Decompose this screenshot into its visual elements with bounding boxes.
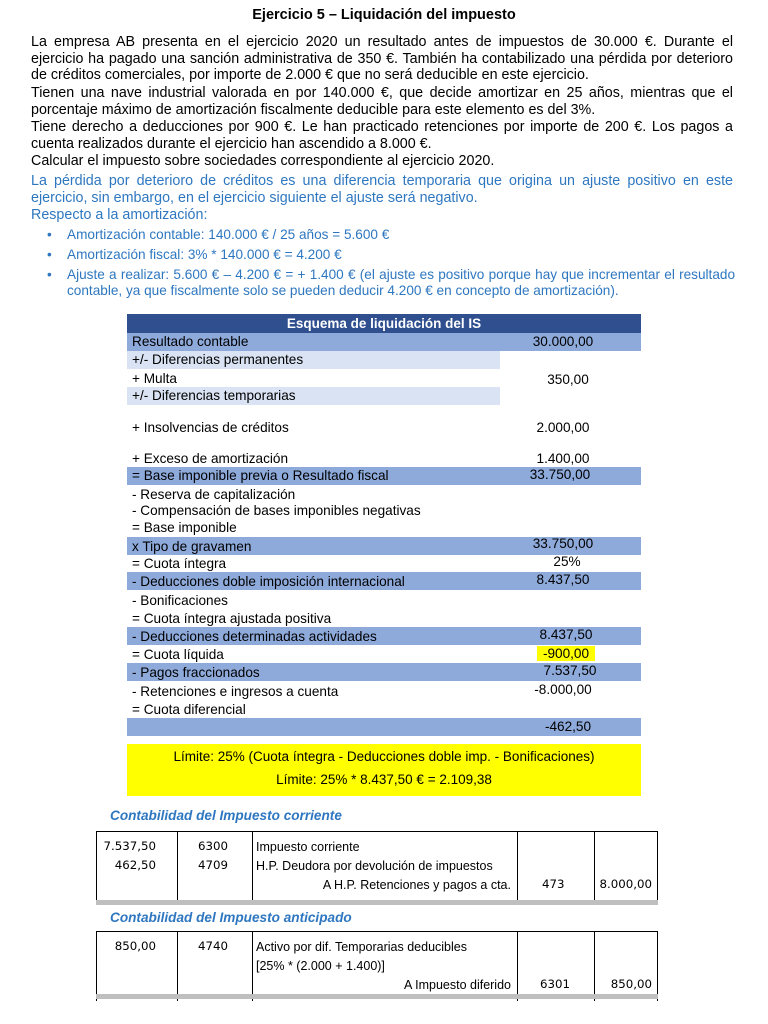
journal-footer-bar [96, 900, 658, 905]
scheme-row-label: +/- Diferencias permanentes [132, 352, 304, 367]
scheme-row-value: -462,50 [544, 719, 592, 734]
scheme-row-label: = Base imponible previa o Resultado fiscal [132, 468, 389, 483]
scheme-row-value: 8.437,50 [539, 627, 593, 642]
scheme-row-value: 33.750,00 [532, 536, 594, 551]
column-rule [594, 832, 595, 905]
scheme-row-label: + Exceso de amortización [132, 451, 289, 466]
debit-account: 6300 [198, 839, 229, 853]
statement-question: Calcular el impuesto sobre sociedades correspondiente al ejercicio 2020. [31, 153, 495, 169]
column-rule [96, 932, 97, 1001]
scheme-row-label: x Tipo de gravamen [132, 539, 252, 554]
scheme-row-value: 33.750,00 [529, 467, 591, 482]
statement-paragraph-3: Tiene derecho a deducciones por 900 €. Le han practicado retenciones por importe de 200 €. Los pagos a cuenta realizados durante el ejercicio han ascendido a 8.000 €. [31, 119, 733, 152]
bullet-item [47, 247, 735, 263]
column-rule [657, 832, 658, 905]
column-rule [252, 932, 253, 1001]
limit-line-2: Límite: 25% * 8.437,50 € = 2.109,38 [276, 772, 492, 787]
debit-amount: 7.537,50 [103, 839, 156, 853]
scheme-row-label: - Deducciones doble imposición internacional [132, 574, 405, 589]
scheme-row-value: 8.437,50 [536, 572, 590, 587]
column-rule [657, 932, 658, 1001]
bullet-icon: • [47, 247, 52, 262]
scheme-row-label: = Cuota líquida [132, 647, 224, 662]
debit-concept: H.P. Deudora por devolución de impuestos [256, 859, 493, 873]
scheme-row-label: + Multa [132, 371, 177, 386]
scheme-row-value: -8.000,00 [534, 682, 592, 697]
debit-concept: Impuesto corriente [256, 840, 360, 854]
journal-footer-bar [96, 994, 658, 999]
scheme-row-value: 30.000,00 [532, 334, 594, 349]
scheme-row-label: - Retenciones e ingresos a cuenta [132, 684, 339, 699]
limit-line-1: Límite: 25% (Cuota íntegra - Deducciones doble imp. - Bonificaciones) [173, 749, 595, 764]
bullet-icon: • [47, 227, 52, 242]
credit-amount: 850,00 [610, 977, 652, 991]
debit-amount: 462,50 [114, 858, 156, 872]
column-rule [177, 932, 178, 1001]
column-rule [252, 832, 253, 905]
bullet-text: Amortización contable: 140.000 € / 25 años = 5.600 € [67, 227, 390, 242]
scheme-row-value: 1.400,00 [536, 451, 590, 466]
scheme-row-value: 2.000,00 [536, 420, 590, 435]
current-tax-heading: Contabilidad del Impuesto corriente [110, 808, 342, 823]
credit-concept: A Impuesto diferido [403, 978, 511, 992]
scheme-row-label: - Deducciones determinadas actividades [132, 629, 377, 644]
scheme-row-label: = Cuota diferencial [132, 702, 246, 717]
bullet-item [47, 227, 735, 243]
scheme-row-label: = Cuota íntegra ajustada positiva [132, 611, 332, 626]
column-rule [177, 832, 178, 905]
explanation-paragraph: La pérdida por deterioro de créditos es una diferencia temporaria que origina un ajuste positivo en este ejercicio, sin embargo, en el ejercicio siguiente el ajuste será negativo. [31, 173, 733, 206]
page-title: Ejercicio 5 – Liquidación del impuesto [252, 7, 516, 23]
debit-amount: 850,00 [114, 939, 156, 953]
amortization-heading: Respecto a la amortización: [31, 207, 208, 223]
scheme-row-label: + Insolvencias de créditos [132, 420, 289, 435]
scheme-row-value [516, 645, 616, 663]
scheme-row-value: 350,00 [547, 372, 589, 387]
statement-paragraph-2: Tienen una nave industrial valorada en por 140.000 €, que decide amortizar en 25 años, mientras que el porcentaje máximo de amortización fiscalmente deducible para este elemento es del 3%. [31, 85, 733, 118]
scheme-row-label: - Bonificaciones [132, 593, 228, 608]
bullet-item [47, 267, 735, 299]
scheme-row-label: - Compensación de bases imponibles negativas [132, 503, 421, 518]
debit-concept-detail: [25% * (2.000 + 1.400)] [256, 959, 385, 973]
deferred-tax-journal [96, 931, 658, 1001]
debit-account: 4709 [198, 858, 229, 872]
debit-concept: Activo por dif. Temporarias deducibles [256, 940, 467, 954]
scheme-row-label: - Reserva de capitalización [132, 487, 296, 502]
deferred-tax-heading: Contabilidad del Impuesto anticipado [110, 910, 352, 925]
current-tax-journal [96, 831, 658, 905]
debit-account: 4740 [198, 939, 229, 953]
column-rule [517, 832, 518, 905]
highlighted-value: -900,00 [537, 646, 595, 661]
scheme-row-label: Resultado contable [132, 334, 249, 349]
column-rule [517, 932, 518, 1001]
credit-account: 6301 [540, 977, 571, 991]
credit-concept: A H.P. Retenciones y pagos a cta. [322, 878, 511, 892]
column-rule [96, 832, 97, 905]
credit-amount: 8.000,00 [599, 877, 652, 891]
scheme-row-label: - Pagos fraccionados [132, 665, 260, 680]
scheme-row-label: = Base imponible [132, 520, 237, 535]
scheme-header: Esquema de liquidación del IS [127, 314, 641, 334]
bullet-icon: • [47, 267, 52, 282]
scheme-row-label: +/- Diferencias temporarias [132, 388, 296, 403]
scheme-row-value: 7.537,50 [543, 663, 597, 678]
scheme-row-label: = Cuota íntegra [132, 556, 227, 571]
statement-paragraph-1: La empresa AB presenta en el ejercicio 2020 un resultado antes de impuestos de 30.000 €. Durante el ejercicio ha pagado una sanción administrativa de 350 €. También ha contabilizado una pérdida por deterioro de créditos comerciales, por importe de 2.000 € que no será deducible en este ejercicio. [31, 34, 733, 83]
bullet-text: Ajuste a realizar: 5.600 € – 4.200 € = + 1.400 € (el ajuste es positivo porque hay que incrementar el resultado contable, ya que fiscalmente solo se pueden deducir 4.200 € en concepto de amortización). [67, 267, 735, 298]
credit-account: 473 [542, 877, 565, 891]
scheme-row-value: 25% [553, 554, 581, 569]
bullet-text: Amortización fiscal: 3% * 140.000 € = 4.200 € [67, 247, 342, 262]
column-rule [594, 932, 595, 1001]
